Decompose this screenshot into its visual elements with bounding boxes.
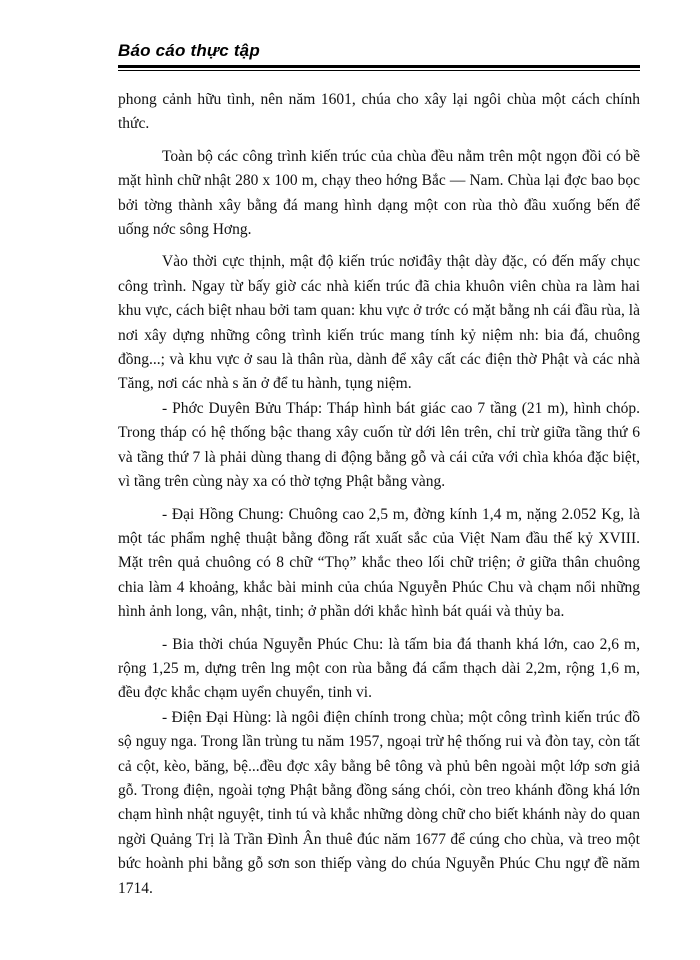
header-title: Báo cáo thực tập bbox=[118, 41, 260, 60]
list-item-great-bell: - Đại Hồng Chung: Chuông cao 2,5 m, đờng kính 1,4 m, nặng 2.052 Kg, là một tác phẩm nghệ thuật bằng đồng rất xuất sắc của Việt Nam đầu thế kỷ XVIII. Mặt trên quả chuông có 8 chữ “Thọ” khắc theo lối chữ triện; ở giữa thân chuông chia làm 4 khoảng, khắc bài minh của chúa Nguyễn Phúc Chu và chạm nổi những hình ảnh long, vân, nhật, tinh; ở phần dới khắc hình bát quái và thủy ba. bbox=[118, 505, 640, 621]
header-rule-thick bbox=[118, 65, 640, 68]
paragraph-continuation: phong cảnh hữu tình, nên năm 1601, chúa cho xây lại ngôi chùa một cách chính thức. bbox=[118, 91, 640, 133]
page-header bbox=[118, 40, 640, 71]
list-item-dai-hung-hall: - Điện Đại Hùng: là ngôi điện chính trong chùa; một công trình kiến trúc đồ sộ nguy nga. Trong lần trùng tu năm 1957, ngoại trừ hệ thống rui và đòn tay, còn tất cả cột, kèo, băng, bệ...đều đợc xây bằng bê tông và phủ bên ngoài một lớp sơn giả gỗ. Trong điện, ngoài tợng Phật bằng đồng sáng chói, còn treo khánh đồng khá lớn chạm hình nhật nguyệt, tinh tú và khắc những dòng chữ cho biết khánh này do quan ngời Quảng Trị là Trần Đình Ân thuê đúc năm 1677 để cúng cho chùa, và treo một bức hoành phi bằng gỗ sơn son thiếp vàng do chúa Nguyễn Phúc Chu ngự đề năm 1714. bbox=[118, 708, 640, 897]
paragraph-zones: Vào thời cực thịnh, mật độ kiến trúc nơiđây thật dày đặc, có đến mấy chục công trình. Ngay từ bấy giờ các nhà kiến trúc đã chia khuôn viên chùa ra làm hai khu vực, cách biệt nhau bởi tam quan: khu vực ở trớc có mặt bằng nh cái đầu rùa, là nơi xây dựng những công trình kiến trúc mang tính kỷ niệm nh: bia đá, chuông đồng...; và khu vực ở sau là thân rùa, dành để xây cất các điện thờ Phật và các nhà Tăng, nơi các nhà s ăn ở để tu hành, tụng niệm. bbox=[118, 253, 640, 393]
header-rule-thin bbox=[118, 70, 640, 71]
document-body bbox=[118, 88, 640, 901]
list-item-phuoc-duyen-tower: - Phớc Duyên Bửu Tháp: Tháp hình bát giác cao 7 tầng (21 m), hình chóp. Trong tháp có hệ thống bậc thang xây cuốn từ dới lên trên, chỉ trừ giữa tầng thứ 6 và tầng thứ 7 là phải dùng thang di động bằng gỗ và cái cửa với chìa khóa đặc biệt, vì tầng trên cùng này xa có thờ tợng Phật bằng vàng. bbox=[118, 399, 640, 491]
paragraph-layout: Toàn bộ các công trình kiến trúc của chùa đều nằm trên một ngọn đồi có bề mặt hình chữ nhật 280 x 100 m, chạy theo hớng Bắc — Nam. Chùa lại đợc bao bọc bởi tờng thành xây bằng đá mang hình dạng một con rùa thò đầu xuống bến để uống nớc sông Hơng. bbox=[118, 147, 640, 239]
list-item-stele: - Bia thời chúa Nguyễn Phúc Chu: là tấm bia đá thanh khá lớn, cao 2,6 m, rộng 1,25 m, dựng trên lng một con rùa bằng đá cẩm thạch dài 2,2m, rộng 1,6 m, đều đợc khắc chạm uyển chuyển, tinh vi. bbox=[118, 635, 640, 702]
